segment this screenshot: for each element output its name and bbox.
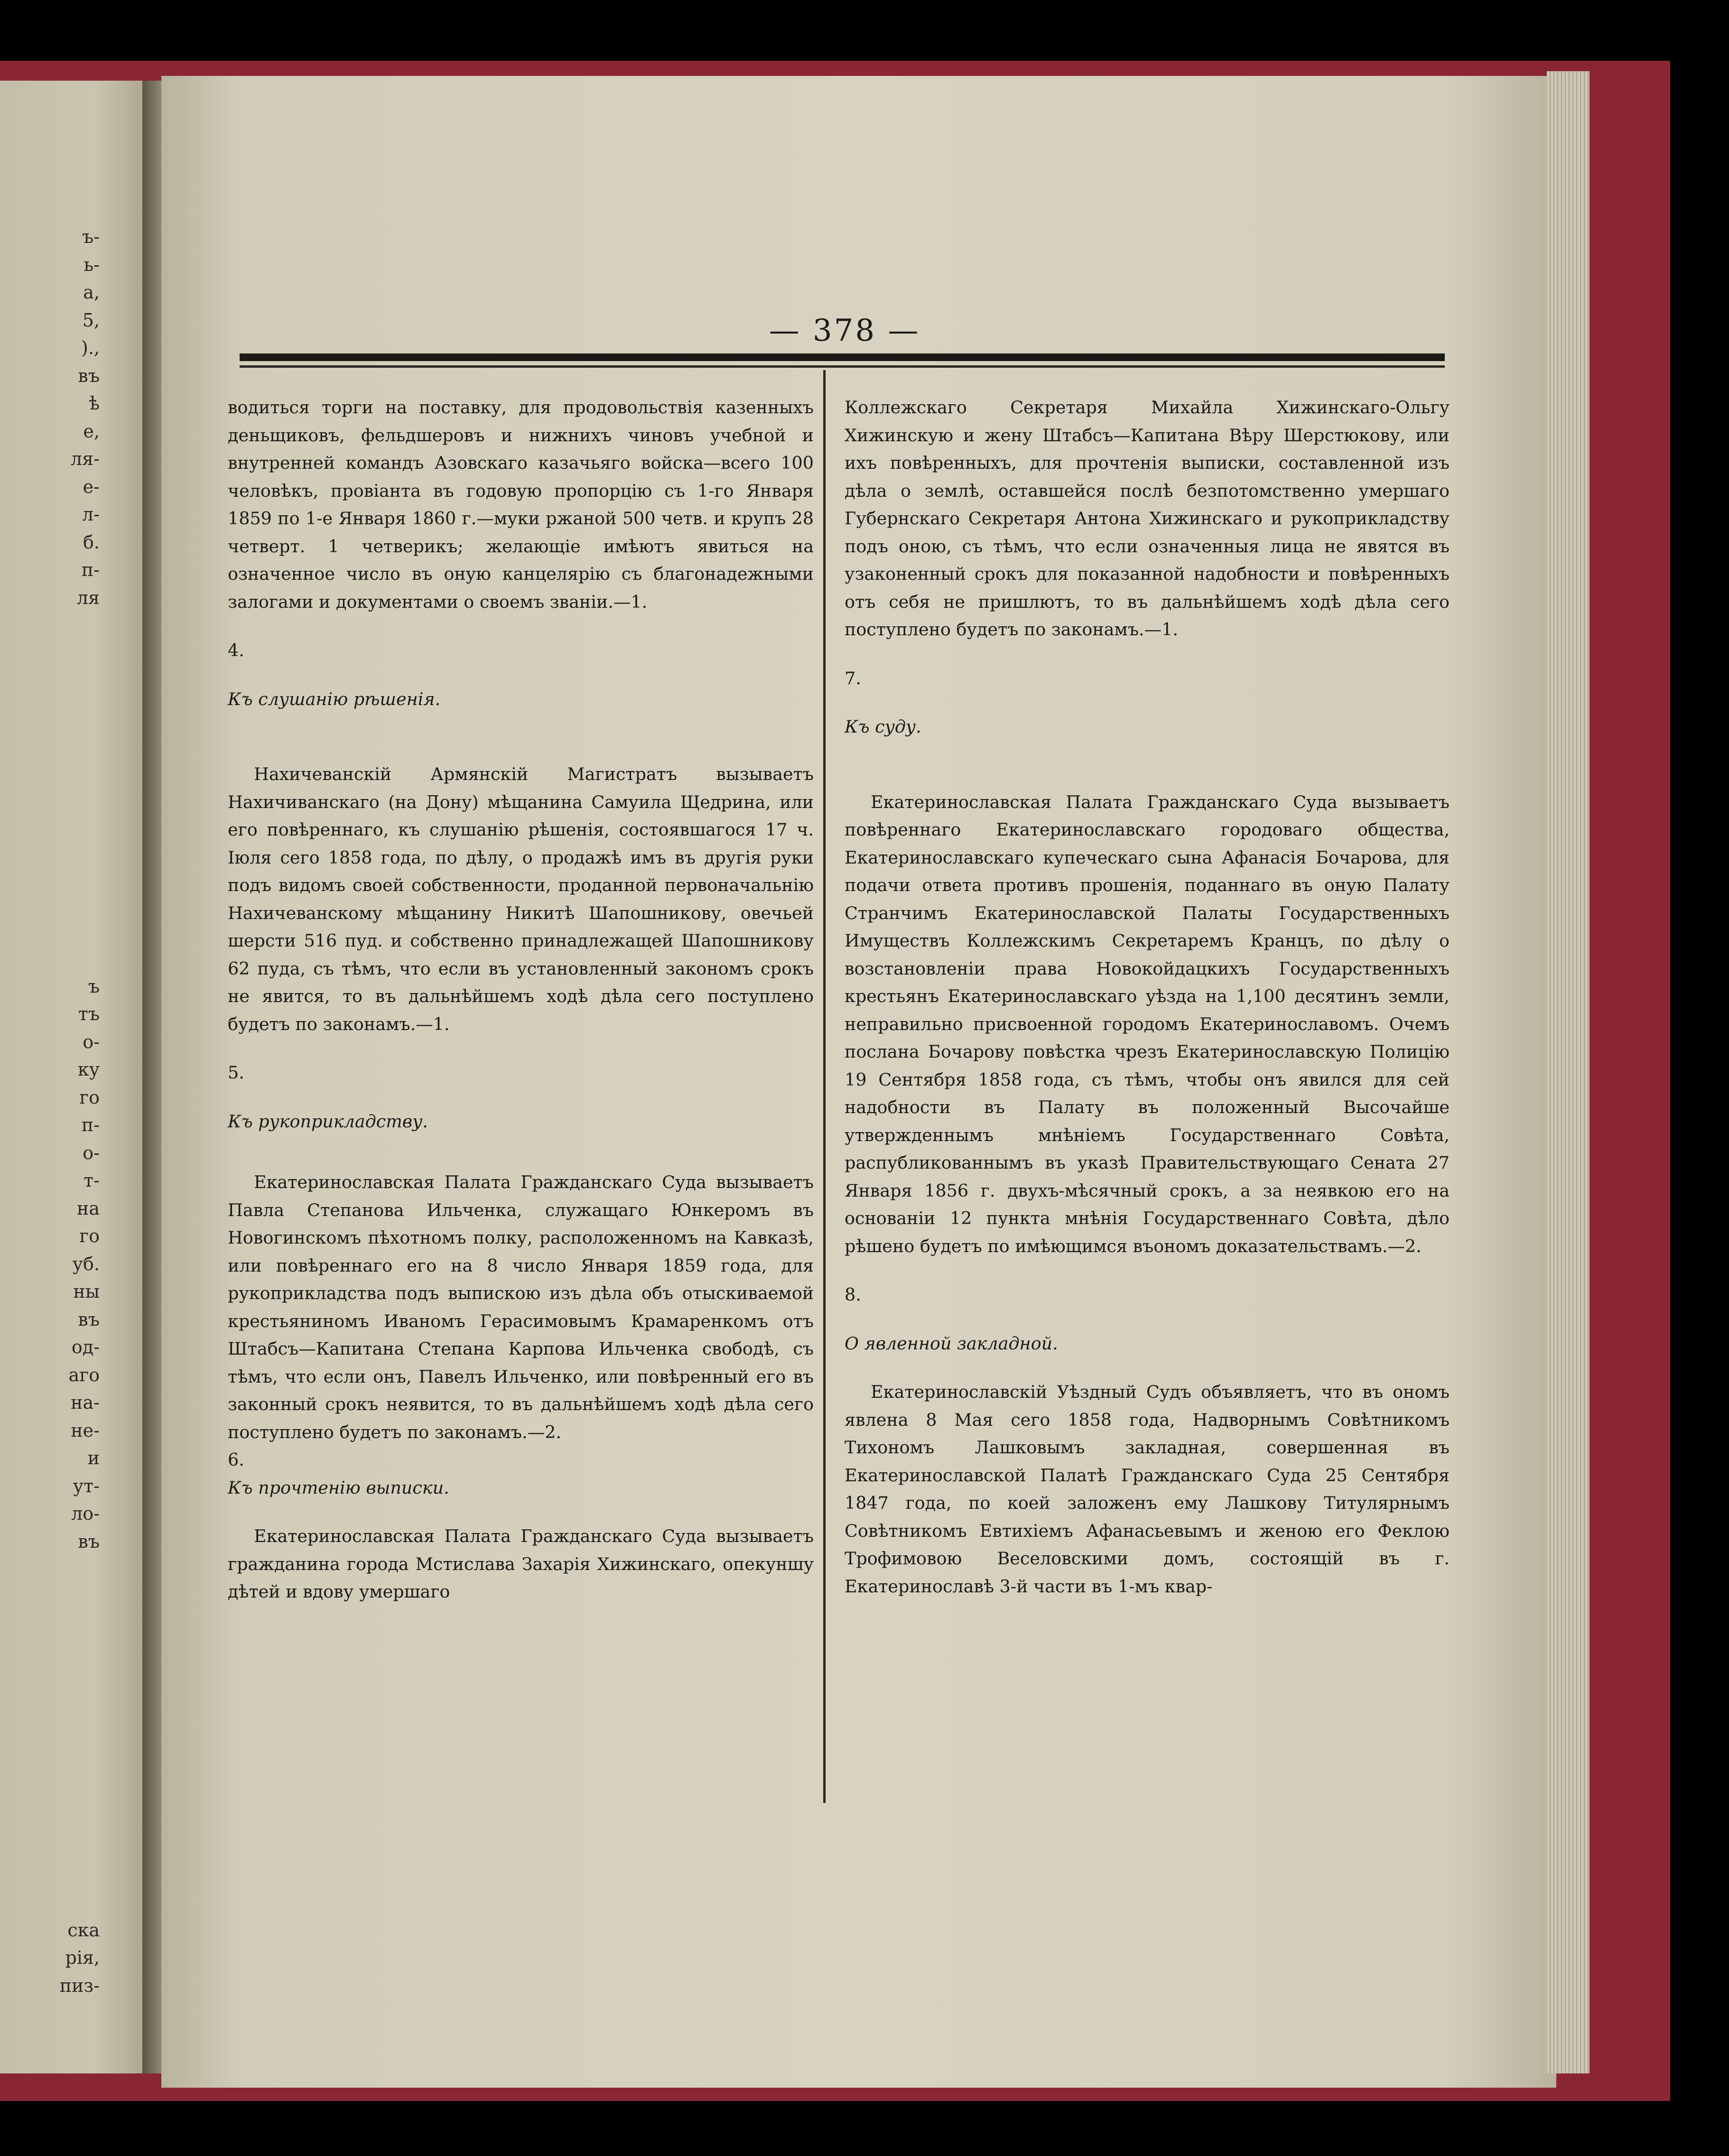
left-page-fragment: п- [81,559,100,580]
left-page-fragment: рія, [65,1947,100,1968]
left-page-fragment: въ [78,1309,100,1330]
left-page-fragment [0,1722,100,1750]
left-page-fragment: л- [82,504,100,525]
left-page-fragment [0,1833,100,1861]
left-page-fragment: и [87,1448,100,1468]
header-rule [240,353,1445,361]
left-page-fragment [0,1777,100,1805]
left-page-fragment: 5, [82,309,100,331]
left-page-fragment: а, [83,282,100,303]
left-page-fragment: пиз- [59,1975,100,1996]
left-page-fragment: ъ- [82,226,100,247]
section-heading-7: Къ суду. [845,716,921,737]
section-heading-8: О явленной закладной. [845,1333,1058,1354]
left-page-fragment [0,695,100,723]
left-page-fragment: на- [71,1392,100,1413]
left-page-fragment: уб. [72,1253,100,1274]
left-page-fragment: о- [83,1142,100,1163]
left-page-fragment [0,1639,100,1667]
left-page-fragment: аго [68,1364,100,1385]
left-page-fragment [0,834,100,862]
left-page-fragment: ку [77,1059,100,1080]
left-page-fragment: ля [76,587,100,608]
left-page-fragment [0,862,100,890]
left-page-fragment [0,1555,100,1583]
left-page-fragment: )., [81,337,100,358]
left-page-fragment: ут- [73,1475,100,1496]
left-page-fragment: го [79,1226,100,1246]
left-page-fragment [0,778,100,806]
left-page-fragment: о- [83,1031,100,1052]
left-page-fragment: е, [83,420,100,442]
left-page-fragment [0,1694,100,1722]
section-text-7: Екатеринославская Палата Гражданскаго Суда вызываетъ повѣреннаго Екатеринославскаго городоваго общества, Екатеринославскаго купеческаго сына Афанасія Бочарова, для подачи ответа противъ прошенія, поданнаго въ оную Палату Странчимъ Екатеринославской Палаты Государственныхъ Имуществъ Коллежскимъ Секретаремъ Кранцъ, по дѣлу о возстановленіи права Новокойдацкихъ Государственныхъ крестьянъ Екатеринославскаго уѣзда на 1,100 десятинъ земли, неправильно присвоенной городомъ Екатеринославомъ. Очемъ послана Бочарову повѣстка чрезъ Екатеринославскую Полицію 19 Сентября 1858 года, съ тѣмъ, чтобы онъ явился для сей надобности въ Палату въ положенный Высочайше утвержденнымъ мнѣніемъ Государственнаго Совѣта, распубликованнымъ въ указѣ Правительствующаго Сената 27 Января 1856 г. двухъ-мѣсячный срокъ, а за неявкою его на основаніи 12 пункта мнѣнія Государственнаго Совѣта, дѣло рѣшено будетъ по имѣющимся въономъ доказательствамъ.—2. [845,791,1450,1256]
left-page-fragment: б. [83,531,100,553]
section-text-8: Екатеринославскій Уѣздный Судъ объявляетъ, что въ ономъ явлена 8 Мая сего 1858 года, Надворнымъ Совѣтникомъ Тихономъ Лашковымъ закладная, совершенная въ Екатеринославской Палатѣ Гражданскаго Суда 25 Сентября 1847 года, по коей заложенъ ему Лашкову Титулярнымъ Совѣтникомъ Евтихіемъ Афанасьевымъ и женою его Феклою Трофимовою Веселовскими домъ, состоящій въ г. Екатеринославѣ 3-й части въ 1-мъ квар- [845,1382,1450,1597]
left-page-fragment: ло- [71,1503,100,1524]
left-page-fragment: на [77,1198,100,1219]
left-page-fragment [0,751,100,779]
section-heading-6: Къ прочтенію выписки. [228,1477,449,1498]
left-page-fragment: не- [71,1420,100,1441]
page-number: — 378 — [769,313,920,348]
left-page-fragment [0,917,100,945]
left-page-fragment: въ [78,365,100,386]
section-heading-4: Къ слушанію рѣшенія. [228,688,441,709]
left-page-fragment [0,1750,100,1778]
left-page-fragment: ъ [88,976,100,997]
section-number-6: 6. [228,1450,244,1470]
left-page-fragment: ь- [84,254,100,275]
left-column [228,394,814,1606]
continued-paragraph: Коллежскаго Секретаря Михайла Хижинскаго-Ольгу Хижинскую и жену Штабсъ—Капитана Вѣру Шерстюкову, или ихъ повѣренныхъ, для прочтенія выписки, составленной изъ дѣла о землѣ, оставшейся послѣ безпотомственно умершаго Губернскаго Секретаря Антона Хижинскаго и рукоприкладству подъ оною, съ тѣмъ, что если означенныя лица не явятся въ узаконенный срокъ для показанной надобности и повѣренныхъ отъ себя не пришлютъ, то въ дальнѣйшемъ ходѣ дѣла сего поступлено будетъ по законамъ.—1. [845,397,1450,640]
left-page-fragment: тъ [78,1004,100,1024]
left-page-fragment [0,1611,100,1639]
left-page-fragment [0,945,100,973]
left-page-fragment: од- [71,1337,100,1357]
left-page-fragment [0,723,100,751]
left-page-fragment [0,1861,100,1889]
left-page-fragment: т- [84,1170,100,1191]
section-heading-5: Къ рукоприкладству. [228,1111,428,1132]
left-page-fragment: ска [67,1919,100,1941]
left-page-fragment [0,640,100,668]
left-page-fragment: въ [78,1531,100,1552]
section-number-7: 7. [845,668,861,688]
left-page-fragment [0,1805,100,1833]
left-page-fragment: ля- [71,448,100,469]
left-page-fragment [0,1583,100,1611]
column-divider [823,370,826,1803]
header-rule-thin [240,365,1445,368]
page-stack-edge [1547,71,1590,2073]
left-page-fragment [0,1666,100,1694]
left-page-fragment: ѣ [89,393,100,414]
intro-paragraph: водиться торги на поставку, для продовольствія казенныхъ деньщиковъ, фельдшеровъ и нижнихъ чиновъ учебной и внутренней командъ Азовскаго казачьяго войска—всего 100 человѣкъ, провіанта въ годовую пропорцію съ 1-го Января 1859 по 1-е Января 1860 г.—муки ржаной 500 четв. и крупъ 28 четверт. 1 четверикъ; желающіе имѣютъ явиться на означенное число въ оную канцелярію съ благонадежными залогами и документами о своемъ званіи.—1. [228,397,814,612]
section-text-5: Екатеринославская Палата Гражданскаго Суда вызываетъ Павла Степанова Ильченка, служащаго Юнкеромъ въ Новогинскомъ пѣхотномъ полку, расположенномъ на Кавказѣ, или повѣреннаго его на 8 число Января 1859 года, для рукоприкладства подъ выпискою изъ дѣла объ отыскиваемой крестьяниномъ Иваномъ Герасимовымъ Крамаренкомъ отъ Штабсъ—Капитана Степана Карпова Ильченка свободѣ, съ тѣмъ, что если онъ, Павелъ Ильченко, или повѣренный его въ законный срокъ неявится, то въ дальнѣйшемъ ходѣ дѣла сего поступлено будетъ по законамъ.—2. [228,1172,814,1442]
left-page-fragment [0,806,100,834]
left-page-fragment [0,889,100,917]
left-page-fragment: го [79,1087,100,1108]
section-number-4: 4. [228,640,244,660]
left-page-fragment [0,612,100,640]
left-page-fragment [0,667,100,695]
section-number-5: 5. [228,1062,244,1083]
section-text-6: Екатеринославская Палата Гражданскаго Суда вызываетъ гражданина города Мстислава Захарія Хижинскаго, опекуншу дѣтей и вдову умершаго [228,1526,814,1602]
left-page-fragment: ны [73,1281,100,1302]
left-page-fragment: п- [81,1115,100,1135]
left-page-fragment [0,1888,100,1916]
right-column [845,394,1450,1600]
left-page-fragment: е- [83,476,100,497]
section-number-8: 8. [845,1284,861,1305]
section-text-4: Нахичеванскій Армянскій Магистратъ вызываетъ Нахичиванскаго (на Дону) мѣщанина Самуила Щедрина, или его повѣреннаго, къ слушанію рѣшенія, состоявшагося 17 ч. Іюля сего 1858 года, по дѣлу, о продажѣ имъ въ другія руки подъ видомъ своей собственности, проданной первоначальнію Нахичеванскому мѣщанину Никитѣ Шапошникову, овечьей шерсти 516 пуд. и собственно принадлежащей Шапошникову 62 пуда, съ тѣмъ, что если въ установленный закономъ срокъ не явится, то въ дальнѣйшемъ ходѣ дѣла сего поступлено будетъ по законамъ.—1. [228,764,814,1034]
